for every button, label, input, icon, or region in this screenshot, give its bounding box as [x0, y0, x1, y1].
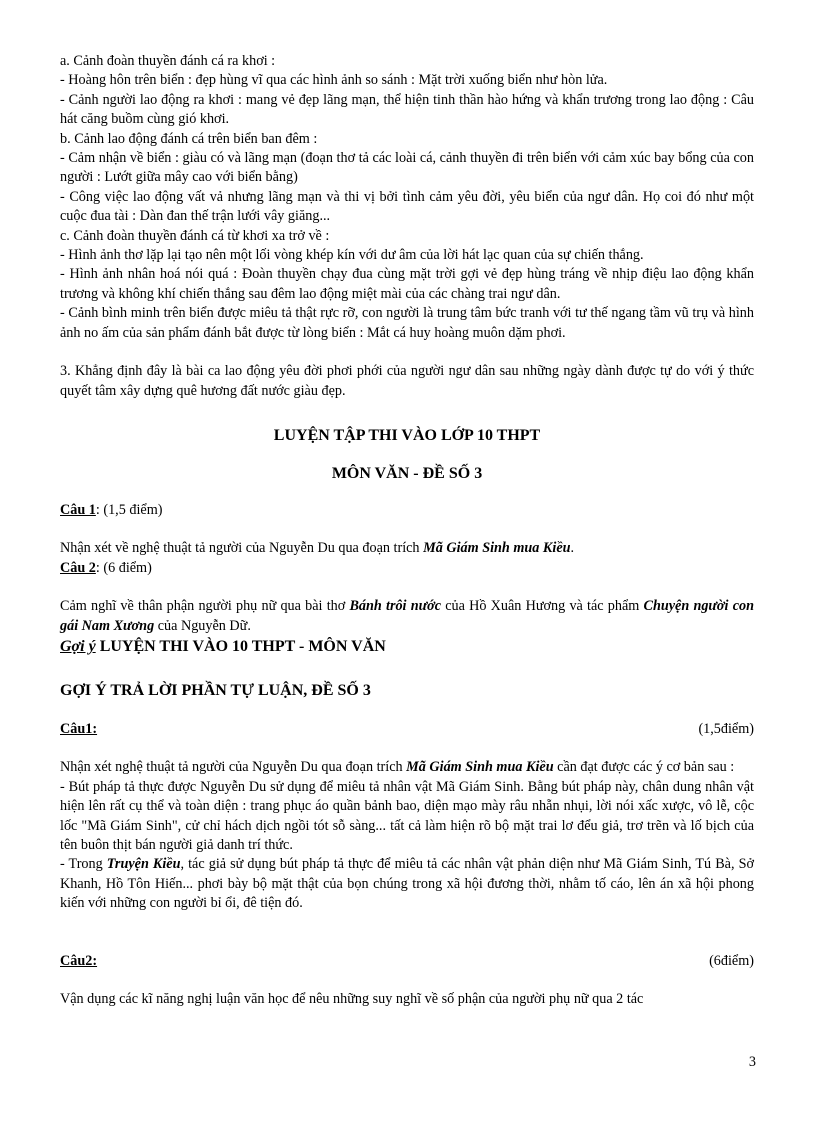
goi-y-rest: LUYỆN THI VÀO 10 THPT - MÔN VĂN — [95, 637, 386, 655]
question-2-header — [60, 559, 754, 578]
exam-subtitle: MÔN VĂN - ĐỀ SỐ 3 — [331, 464, 483, 482]
answer-1-intro-pre: Nhận xét nghệ thuật tả người của Nguyễn Du qua đoạn trích — [60, 759, 407, 776]
answer-1-header — [60, 720, 754, 739]
answer-1-point-2-post: , tác giả sử dụng bút pháp tả thực để miêu tả các nhân vật phản diện như Mã Giám Sinh, Tú Bà, Sở Khanh, Hồ Tôn Hiến... phơi bày bộ mặt thật của bọn chúng trong xã hội đương thời, nhằm tố cáo, lên án xã hội phong kiến với những con người bỉ ổi, đê tiện đó. — [60, 856, 754, 912]
question-2-points: : (6 điểm) — [95, 559, 152, 576]
section-b-line: - Cảm nhận về biển : giàu có và lãng mạn (đoạn thơ tả các loài cá, cảnh thuyền đi trên biển với cảm xúc bay bổng của con người : Lướt giữa mây cao với biển bằng) — [60, 150, 754, 186]
section-c-line: - Hình ảnh nhân hoá nói quá : Đoàn thuyền chạy đua cùng mặt trời gợi vẻ đẹp hùng tráng về nhịp điệu lao động khẩn trương và không khí chiến thắng sau đêm lao động miệt mài của các chàng trai ngư dân. — [60, 266, 754, 302]
conclusion-paragraph: 3. Khẳng định đây là bài ca lao động yêu đời phơi phới của người ngư dân sau những ngày dành được tự do với ý thức quyết tâm xây dựng quê hương đất nước giàu đẹp. — [60, 363, 754, 399]
answer-2-text: Vận dụng các kĩ năng nghị luận văn học để nêu những suy nghĩ về số phận của người phụ nữ qua 2 tác — [60, 991, 644, 1007]
document-page — [60, 52, 754, 1009]
answer-1-intro — [60, 758, 754, 777]
answers-title — [60, 636, 754, 658]
question-1-text — [60, 539, 754, 558]
answer-1-intro-work: Mã Giám Sinh mua Kiều — [406, 759, 554, 776]
question-1-header — [60, 501, 754, 520]
exam-title: LUYỆN TẬP THI VÀO LỚP 10 THPT — [273, 426, 541, 444]
answer-2-header — [60, 952, 754, 971]
goi-y-label: Gợi ý — [60, 637, 96, 655]
answer-1-point-2-pre: - Trong — [60, 856, 107, 873]
section-a-line: - Cảnh người lao động ra khơi : mang vẻ đẹp lãng mạn, thể hiện tinh thần hào hứng và khẩn trương trong lao động : Câu hát căng buồm cùng gió khơi. — [60, 91, 754, 128]
answer-1-label: Câu1: — [60, 720, 98, 737]
answer-1-point-2-work: Truyện Kiều — [106, 856, 181, 873]
section-c-line: - Hình ảnh thơ lặp lại tạo nên một lối vòng khép kín với dư âm của lời hát lạc quan của sự chiến thắng. — [60, 247, 644, 264]
question-2-text — [60, 597, 754, 636]
question-2-post: của Nguyễn Dữ. — [154, 617, 251, 634]
question-1-text-post: . — [570, 540, 575, 557]
question-2-pre: Cảm nghĩ về thân phận người phụ nữ qua bài thơ — [60, 598, 350, 615]
page-number: 3 — [748, 1054, 756, 1070]
question-2-work1: Bánh trôi nước — [349, 598, 442, 615]
question-1-label: Câu 1 — [60, 501, 96, 518]
answer-2-points: (6điểm) — [709, 952, 754, 969]
question-2-mid: của Hồ Xuân Hương và tác phẩm — [441, 598, 644, 615]
question-1-work: Mã Giám Sinh mua Kiều — [423, 540, 571, 557]
answer-1-point-1: - Bút pháp tả thực được Nguyễn Du sử dụng để miêu tả nhân vật Mã Giám Sinh. Bằng bút pháp này, chân dung nhân vật hiện lên rất cụ thể và toàn diện : trang phục áo quần bảnh bao, diện mạo mày râu nhẵn nhụi, lời nói xấc xược, vô lễ, cộc lốc "Mã Giám Sinh", cử chỉ hách dịch ngồi tót sỗ sàng... tất cả làm hiện rõ bộ mặt trai lơ đểu giả, trơ trẽn và lố bịch của tên buôn thịt bán người giả danh trí thức. — [60, 778, 754, 853]
answer-2-label: Câu2: — [60, 952, 98, 969]
section-a-line: - Hoàng hôn trên biển : đẹp hùng vĩ qua các hình ảnh so sánh : Mặt trời xuống biển như hòn lửa. — [60, 72, 608, 89]
section-c-heading: c. Cảnh đoàn thuyền đánh cá từ khơi xa trở về : — [60, 227, 330, 244]
question-2-work2: Chuyện người con gái Nam Xương — [60, 598, 754, 634]
answer-1-points: (1,5điểm) — [698, 720, 754, 737]
section-c-line: - Cảnh bình minh trên biển được miêu tả thật rực rỡ, con người là trung tâm bức tranh với tư thế ngang tầm vũ trụ và hình ảnh no ấm của sản phẩm đánh bắt được từ lòng biển : Mắt cá huy hoàng muôn dặm phơi. — [60, 305, 754, 341]
question-1-text-pre: Nhận xét về nghệ thuật tả người của Nguyễn Du qua đoạn trích — [60, 540, 424, 557]
answer-1-intro-post: cần đạt được các ý cơ bản sau : — [553, 759, 735, 776]
section-a-heading: a. Cảnh đoàn thuyền đánh cá ra khơi : — [60, 53, 276, 69]
section-b-line: - Công việc lao động vất vả nhưng lãng mạn và thi vị bởi tình cảm yêu đời, yêu biển của ngư dân. Họ coi đó như một cuộc đua tài : Dàn đan thế trận lưới vây giăng... — [60, 188, 754, 225]
section-b-heading: b. Cảnh lao động đánh cá trên biển ban đêm : — [60, 130, 318, 147]
question-2-label: Câu 2 — [60, 559, 96, 576]
question-1-points: : (1,5 điểm) — [95, 501, 163, 518]
answers-heading: GỢI Ý TRẢ LỜI PHẦN TỰ LUẬN, ĐỀ SỐ 3 — [60, 681, 371, 699]
answer-1-point-2 — [60, 855, 754, 913]
